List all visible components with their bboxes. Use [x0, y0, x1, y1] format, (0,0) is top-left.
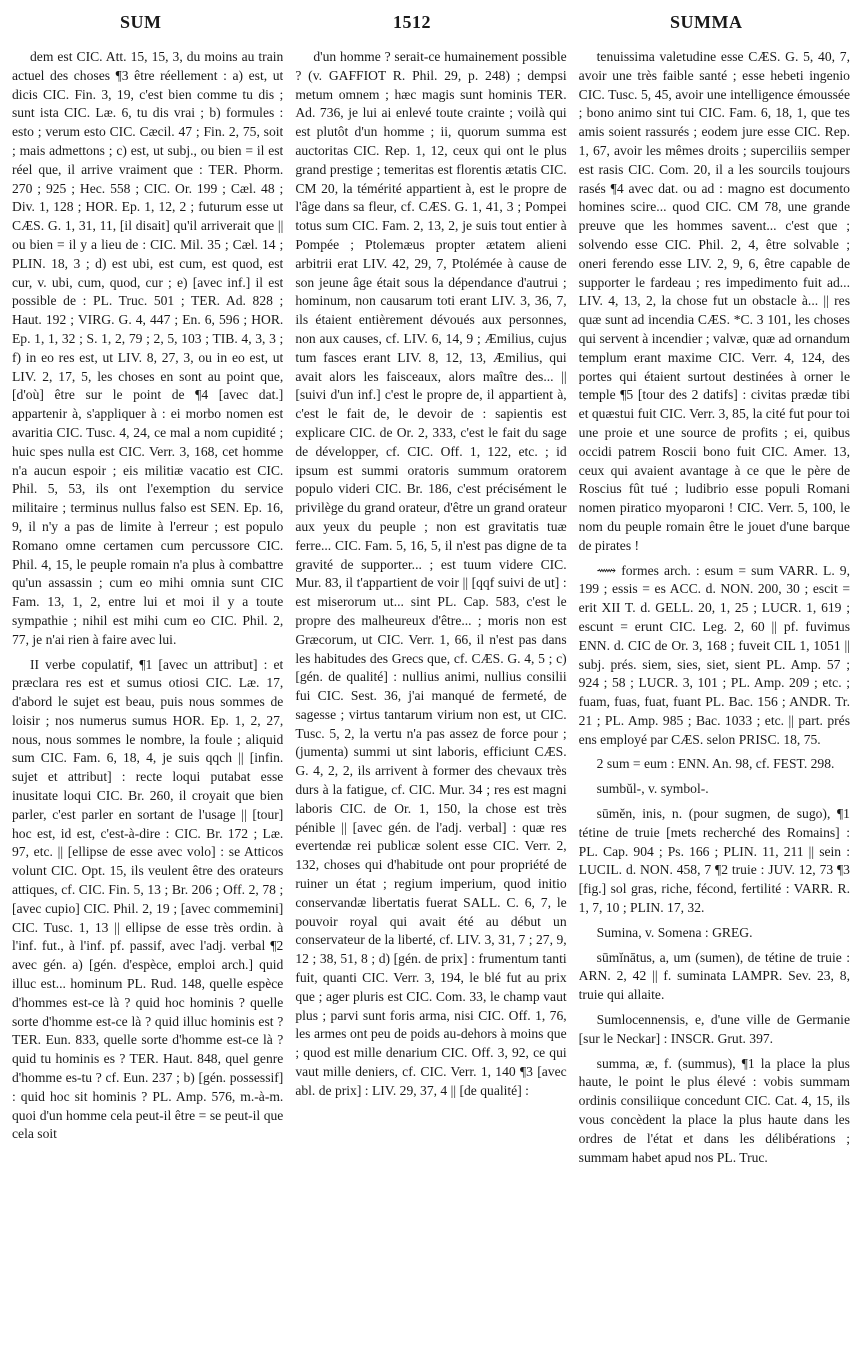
column-1 — [12, 48, 283, 1344]
entry-paragraph: summa, æ, f. (summus), ¶1 la place la plus haute, le point le plus élevé : vobis summam ordinis consiliique concedunt CIC. Cat. 4, 15, ils vous concèdent la place la plus haute dans les ordres de l'état et dans les délibérations ; summam habet apud nos PL. Truc. — [578, 1055, 850, 1165]
entry-paragraph: ⟿ formes arch. : esum = sum VARR. L. 9, 199 ; essis = es ACC. d. NON. 200, 30 ; escit = erit XII T. d. GELL. 20, 1, 25 ; LUCR. 1, 619 ; escunt = erunt CIC. Leg. 2, 60 || pf. fuvimus ENN. d. CIC de Or. 3, 168 ; fuveit CIL 1, 1051 || subj. prés. siem, sies, siet, sient PL. Amp. 57 ; 924 ; 58 ; LUCR. 3, 101 ; PL. Amp. 209 ; etc. ; fuam, fuas, fuat, fuant PL. Bac. 156 ; ANDR. Tr. 21 ; PL. Amp. 985 ; Bac. 1033 ; etc. || part. prés ens employé par CÆS. selon PRISC. 18, 75. — [578, 562, 850, 747]
entry-paragraph: sumbŭl-, v. symbol-. — [596, 781, 709, 797]
entry-paragraph: sūmĕn, inis, n. (pour sugmen, de sugo), ¶1 tétine de truie [mets recherché des Romains] : PL. Cap. 904 ; Ps. 166 ; PLIN. 11, 211 || sein : LUCIL. d. NON. 458, 7 ¶2 truie : JUV. 12, 73 ¶3 [fig.] sol gras, riche, fécond, fertilité : VARR. R. 1, 7, 10 ; PLIN. 17, 32. — [578, 806, 850, 916]
entry-paragraph: sūmĭnātus, a, um (sumen), de tétine de truie : ARN. 2, 42 || f. suminata LAMPR. Sev. 23, 8, truie qui allaite. — [578, 949, 850, 1003]
entry-paragraph: d'un homme ? serait-ce humainement possible ? (v. GAFFIOT R. Phil. 29, p. 248) ; dempsi metum omnem ; hæc magis sunt hominis TER. Ad. 736, je lui ai enlevé toute crainte ; voilà qui est plutôt d'un homme ; ii, quorum summa est auctoritas CIC. Rep. 1, 12, ceux qui ont le plus grand prestige ; temeritas est florentis ætatis CIC. CM 20, la témérité appartient à, est le propre de l'âge dans sa fleur, cf. CÆS. G. 1, 41, 3 ; Pompei totus sum CIC. Fam. 2, 13, 2, je suis tout entier à Pompée ; Ptolemæus propter ætatem alieni arbitrii erat LIV. 42, 29, 7, Ptolémée à cause de son jeune âge était sous la dépendance d'autrui ; hominum, non causarum toti erant LIV. 3, 36, 7, ils étaient entièrement dévoués aux personnes, non aux causes, cf. LIV. 6, 14, 9 ; Æmilius, cujus tum fasces erant LIV. 8, 12, 13, Æmilius, qui avait alors les faisceaux, alors maître des... || [suivi d'un inf.] c'est le propre de, il appartient à, c'est le fait de, le devoir de : sapientis est explicare CIC. de Or. 2, 333, c'est le fait du sage de développer, cf. CIC. Off. 1, 122, etc. ; id ipsum est summi oratoris summum oratorem populo videri CIC. Br. 186, c'est précisément le privilège du grand orateur, d'être un grand orateur aux yeux du peuple ; non est gravitatis tuæ ferre... CIC. Fam. 5, 16, 5, il n'est pas digne de ta gravité de supporter... ; est tuum videre CIC. Mur. 83, il t'appartient de voir || [qqf suivi de ut] : est miserorum ut... sint PL. Cap. 583, c'est le propre des malheureux d'être... ; moris non est Græcorum, ut CIC. Verr. 1, 66, il n'est pas dans les habitudes des Grecs que, cf. CÆS. G. 4, 5 ; c) [gén. de qualité] : nullius animi, nullius consilii fui CIC. Sest. 36, j'ai manqué de fermeté, de sagesse ; virtus tantarum virium non est, ut CIC. Tusc. 5, 2, la vertu n'a pas assez de force pour ; (jumenta) summi ut sint laboris, efficiunt CÆS. G. 4, 2, 2, ils arrivent à former des chevaux très durs à la fatigue, cf. CIC. Mur. 34 ; res est magni laboris CIC. de Or. 1, 150, la chose est très pénible || [avec gén. de l'adj. verbal] : quæ res evertendæ rei publicæ solent esse CIC. Verr. 2, 132, choses qui d'habitude ont pour propriété de ruiner un état ; regium imperium, quod initio conservandæ libertatis fuerat SALL. C. 6, 7, le pouvoir royal qui avait été au début un conservateur de la liberté, cf. LIV. 3, 31, 7 ; 27, 9, 12 ; 38, 51, 8 ; d) [gén. de prix] : frumentum tanti fuit, quanti CIC. Verr. 3, 194, le blé fut au prix que ; ager pluris est CIC. Com. 33, le champ vaut plus ; parvi sunt foris arma, nisi CIC. Off. 1, 76, les armes ont peu de poids au-dehors à moins que ; quod est mille denarium CIC. Off. 3, 92, ce qui vaut mille deniers, cf. CIC. Verr. 1, 140 ¶3 [avec abl. de prix] : LIV. 29, 37, 4 || [de qualité] : — [295, 49, 567, 1098]
running-head-left: SUM — [120, 12, 162, 32]
page-header — [0, 0, 858, 44]
entry-paragraph: II verbe copulatif, ¶1 [avec un attribut] : et præclara res est et sumus otiosi CIC. Læ. 17, d'abord le sujet est beau, puis nous sommes de loisir ; nos numerus sumus HOR. Ep. 1, 2, 27, nous, nous sommes le nombre, la foule ; aliquid sum CIC. Fam. 6, 18, 4, je suis qqch || [infin. sujet et attribut] : recte loqui putabat esse inusitate loqui CIC. Br. 260, il croyait que bien parler, c'est parler en sortant de l'usage || [tour] hoc est, id est, c'est-à-dire : CIC. Br. 172 ; Læ. 97, etc. || [ellipse de esse avec volo] : se Atticos volunt CIC. Opt. 15, ils veulent être des orateurs attiques, cf. CIC. Fin. 5, 13 ; Br. 206 ; Off. 2, 78 ; [avec cupio] CIC. Phil. 2, 19 ; [avec commemini] CIC. Tusc. 1, 13 || ellipse de esse très ordin. à l'inf. fut., à l'inf. pf. passif, avec l'adj. verbal ¶2 avec gén. a) [gén. d'espèce, emploi arch.] quid illuc est... hominum PL. Rud. 148, quelle espèce d'hommes est-ce là ? quid hoc hominis ? quelle sorte d'homme est-ce là ? quid illuc hominis est ? TER. Eun. 833, quelle sorte d'homme est-ce là ? quid tu hominis es ? TER. Haut. 848, quel genre d'homme es-tu ? cf. Eun. 237 ; b) [gén. possessif] : quid hoc sit hominis ? PL. Amp. 576, m.-à-m. quoi d'un homme cela peut-il être = se peut-il que cela soit — [12, 656, 284, 1142]
running-head-right: SUMMA — [670, 12, 743, 32]
page-number: 1512 — [393, 12, 431, 32]
column-2 — [295, 48, 566, 1344]
entry-paragraph: Sumina, v. Somena : GREG. — [596, 924, 753, 940]
entry-paragraph: 2 sum = eum : ENN. An. 98, cf. FEST. 298. — [596, 756, 835, 772]
entry-paragraph: Sumlocennensis, e, d'une ville de Germanie [sur le Neckar] : INSCR. Grut. 397. — [578, 1012, 850, 1046]
entry-paragraph: tenuissima valetudine esse CÆS. G. 5, 40, 7, avoir une très faible santé ; esse hebeti ingenio CIC. Tusc. 5, 45, avoir une intelligence émoussée ; bono animo sint tui CIC. Fam. 6, 18, 1, que tes amis soient rassurés ; eodem jure esse CIC. Rep. 1, 67, avoir les mêmes droits ; superciliis semper est rasis CIC. Com. 20, il a les sourcils toujours rasés ¶4 avec dat. ou ad : magno est documento homines scire... quod CIC. CM 78, une grande preuve que les hommes savent... c'est que ; solvendo esse CIC. Phil. 2, 4, être solvable ; oneri ferendo esse LIV. 2, 9, 6, être capable de supporter le fardeau ; res impedimento fuit ad... LIV. 4, 13, 2, la chose fut un obstacle à... || res quæ sunt ad incendia CÆS. *C. 3 101, les choses qui servent à incendier ; valvæ, quæ ad ornandum templum erant maxime CIC. Verr. 4, 124, des portes qui étaient surtout destinées à orner le temple ¶5 [tour des 2 datifs] : civitas prædæ tibi et quæstui fuit CIC. Verr. 3, 85, la cité fut pour toi une proie et une source de profits ; ei, quibus occidi patrem Roscii bono fuit CIC. Amer. 13, ceux qui avaient avantage à ce que le père de Roscius fût tué ; ludibrio esse populi Romani nomen piratico myoparoni ! CIC. Verr. 5, 100, le nom du peuple romain être le jouet d'une barque de pirates ! — [578, 49, 850, 553]
column-3 — [579, 48, 850, 1344]
entry-paragraph: dem est CIC. Att. 15, 15, 3, du moins au train actuel des choses ¶3 être réellement : a) est, ut dicis CIC. Fin. 3, 19, c'est bien comme tu dis ; sunt ista CIC. Læ. 6, tu dis vrai ; b) formules : esto ; verum esto CIC. Cæcil. 47 ; Fin. 2, 75, soit ; mais admettons ; c) est, ut subj., ou bien = il est réel que, il arrive vraiment que : TER. Phorm. 270 ; 925 ; Hec. 558 ; CIC. Or. 199 ; Cæl. 48 ; Div. 1, 128 ; HOR. Ep. 1, 12, 2 ; futurum esse ut CÆS. G. 1, 31, 11, [il disait] qu'il arriverait que || ou bien = il y a lieu de : CIC. Mil. 35 ; Cæl. 14 ; PLIN. 18, 3 ; d) est ubi, est cum, est quod, est cur, v. ubi, cum, quod, cur ; e) [avec inf.] il est possible de : PL. Truc. 501 ; TER. Ad. 828 ; Haut. 192 ; VIRG. G. 4, 447 ; En. 6, 596 ; HOR. Ep. 1, 1, 32 ; S. 1, 2, 79 ; 2, 5, 103 ; TIB. 4, 3, 3 ; f) in eo res est, ut LIV. 8, 27, 3, ou in eo est, ut LIV. 2, 17, 5, les choses en sont au point que, [d'où] être sur le point de ¶4 [avec dat.] appartenir à, s'appliquer à : ei morbo nomen est avaritia CIC. Tusc. 4, 24, ce mal a nom cupidité ; huic spes nulla est CIC. Verr. 3, 168, cet homme n'a aucun espoir ; eis militiæ vacatio est CIC. Phil. 5, 53, ils ont l'exemption du service militaire ; terminus nullus falso est SEN. Ep. 16, 9, il n'y a pas de limite à l'erreur ; est populo Romano omne certamen cum percussore CIC. Phil. 4, 15, le peuple romain n'a plus à combattre qu'un assassin ; cum eo mihi omnia sunt CIC Fam. 13, 1, 2, entre lui et moi il y a toute sympathie ; nihil est mihi cum eo CIC. Phil. 2, 77, je n'ai rien à faire avec lui. — [12, 49, 284, 647]
dictionary-columns — [12, 48, 850, 1344]
